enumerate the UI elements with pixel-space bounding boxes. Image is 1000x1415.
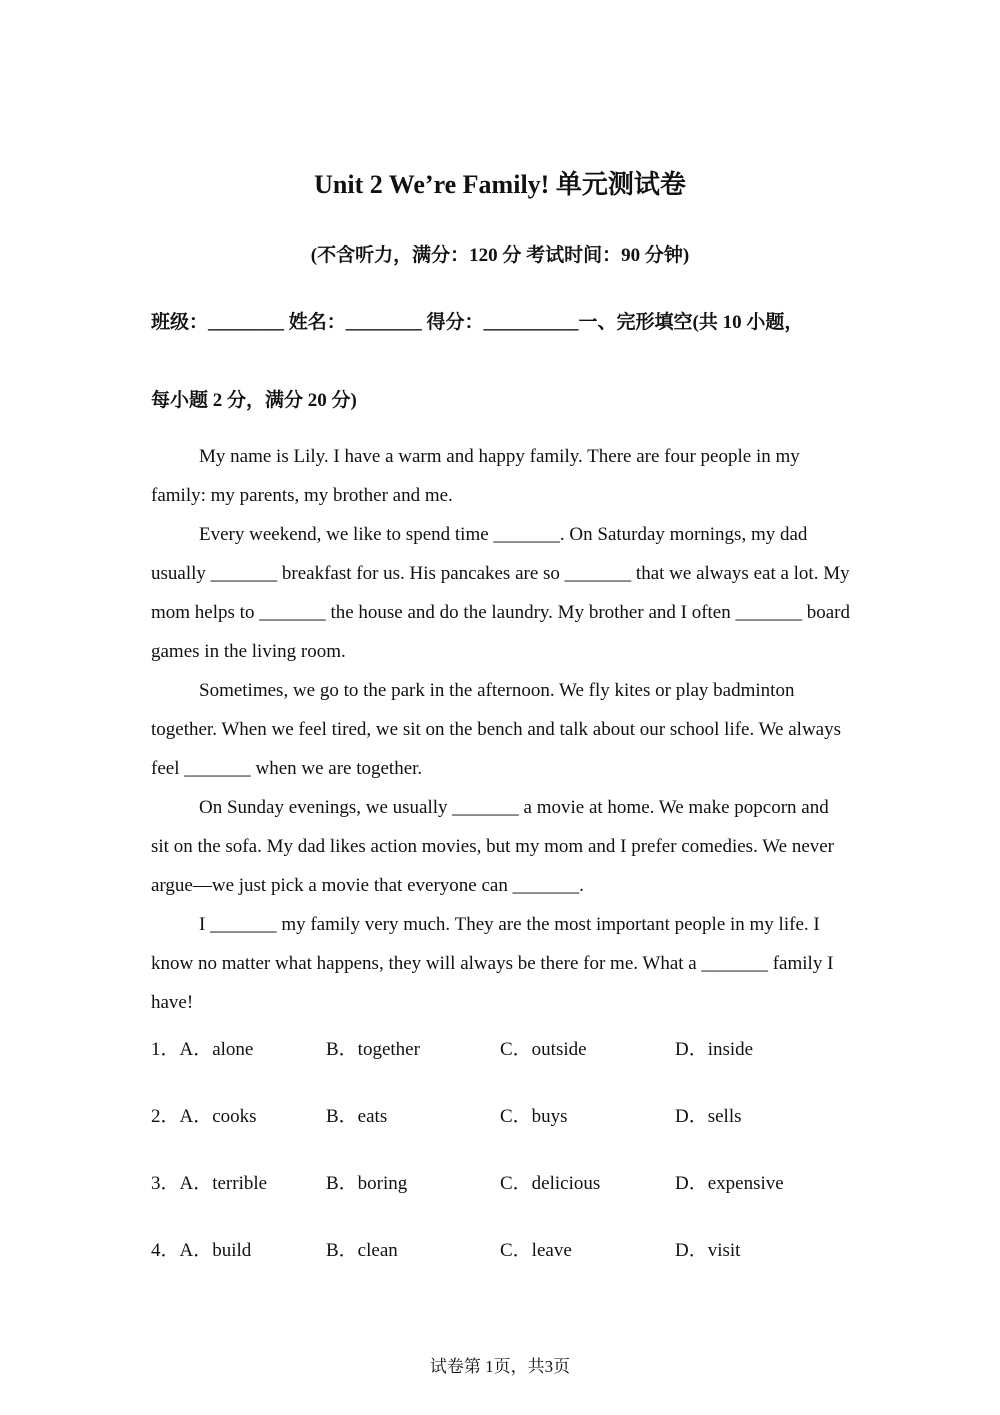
option-d: D．expensive	[675, 1173, 784, 1194]
option-a: 2．A．cooks	[151, 1106, 257, 1127]
passage-paragraph: My name is Lily. I have a warm and happy family. There are four people in my family: my parents, my brother and me.	[151, 446, 800, 506]
section-heading-continued: 每小题 2 分，满分 20 分)	[151, 390, 357, 411]
option-c: C．outside	[500, 1039, 587, 1060]
option-b: B．clean	[326, 1240, 398, 1261]
option-d: D．sells	[675, 1106, 742, 1127]
option-d: D．visit	[675, 1240, 741, 1261]
option-b: B．together	[326, 1039, 420, 1060]
question-row	[151, 1167, 851, 1234]
question-options-list	[151, 1033, 851, 1301]
option-a: 4．A．build	[151, 1240, 252, 1261]
passage-paragraph: Every weekend, we like to spend time _______. On Saturday mornings, my dad usually _______ breakfast for us. His pancakes are so _______ that we always eat a lot. My mom helps to _______ the house and do the laundry. My brother and I often _______ board games in the living room.	[151, 524, 851, 662]
option-c: C．delicious	[500, 1173, 601, 1194]
option-c: C．buys	[500, 1106, 568, 1127]
student-info-and-section-heading: 班级：________ 姓名：________ 得分：__________一、完形填空(共 10 小题，	[151, 312, 804, 333]
passage-paragraph: Sometimes, we go to the park in the afternoon. We fly kites or play badminton together. When we feel tired, we sit on the bench and talk about our school life. We always feel _______ when we are together.	[151, 680, 842, 779]
option-a: 3．A．terrible	[151, 1173, 268, 1194]
cloze-passage	[151, 437, 851, 1022]
question-row	[151, 1234, 851, 1301]
option-c: C．leave	[500, 1240, 572, 1261]
option-d: D．inside	[675, 1039, 754, 1060]
option-b: B．eats	[326, 1106, 388, 1127]
page-title: Unit 2 We’re Family! 单元测试卷	[314, 170, 686, 199]
passage-paragraph: I _______ my family very much. They are the most important people in my life. I know no matter what happens, they will always be there for me. What a _______ family I have!	[151, 914, 834, 1013]
question-row	[151, 1100, 851, 1167]
page-footer: 试卷第 1页，共3页	[429, 1357, 571, 1376]
exam-info-subtitle: (不含听力，满分：120 分 考试时间：90 分钟)	[310, 245, 690, 266]
question-row	[151, 1033, 851, 1100]
option-a: 1．A．alone	[151, 1039, 254, 1060]
option-b: B．boring	[326, 1173, 408, 1194]
passage-paragraph: On Sunday evenings, we usually _______ a movie at home. We make popcorn and sit on the sofa. My dad likes action movies, but my mom and I prefer comedies. We never argue—we just pick a movie that everyone can _______.	[151, 797, 835, 896]
